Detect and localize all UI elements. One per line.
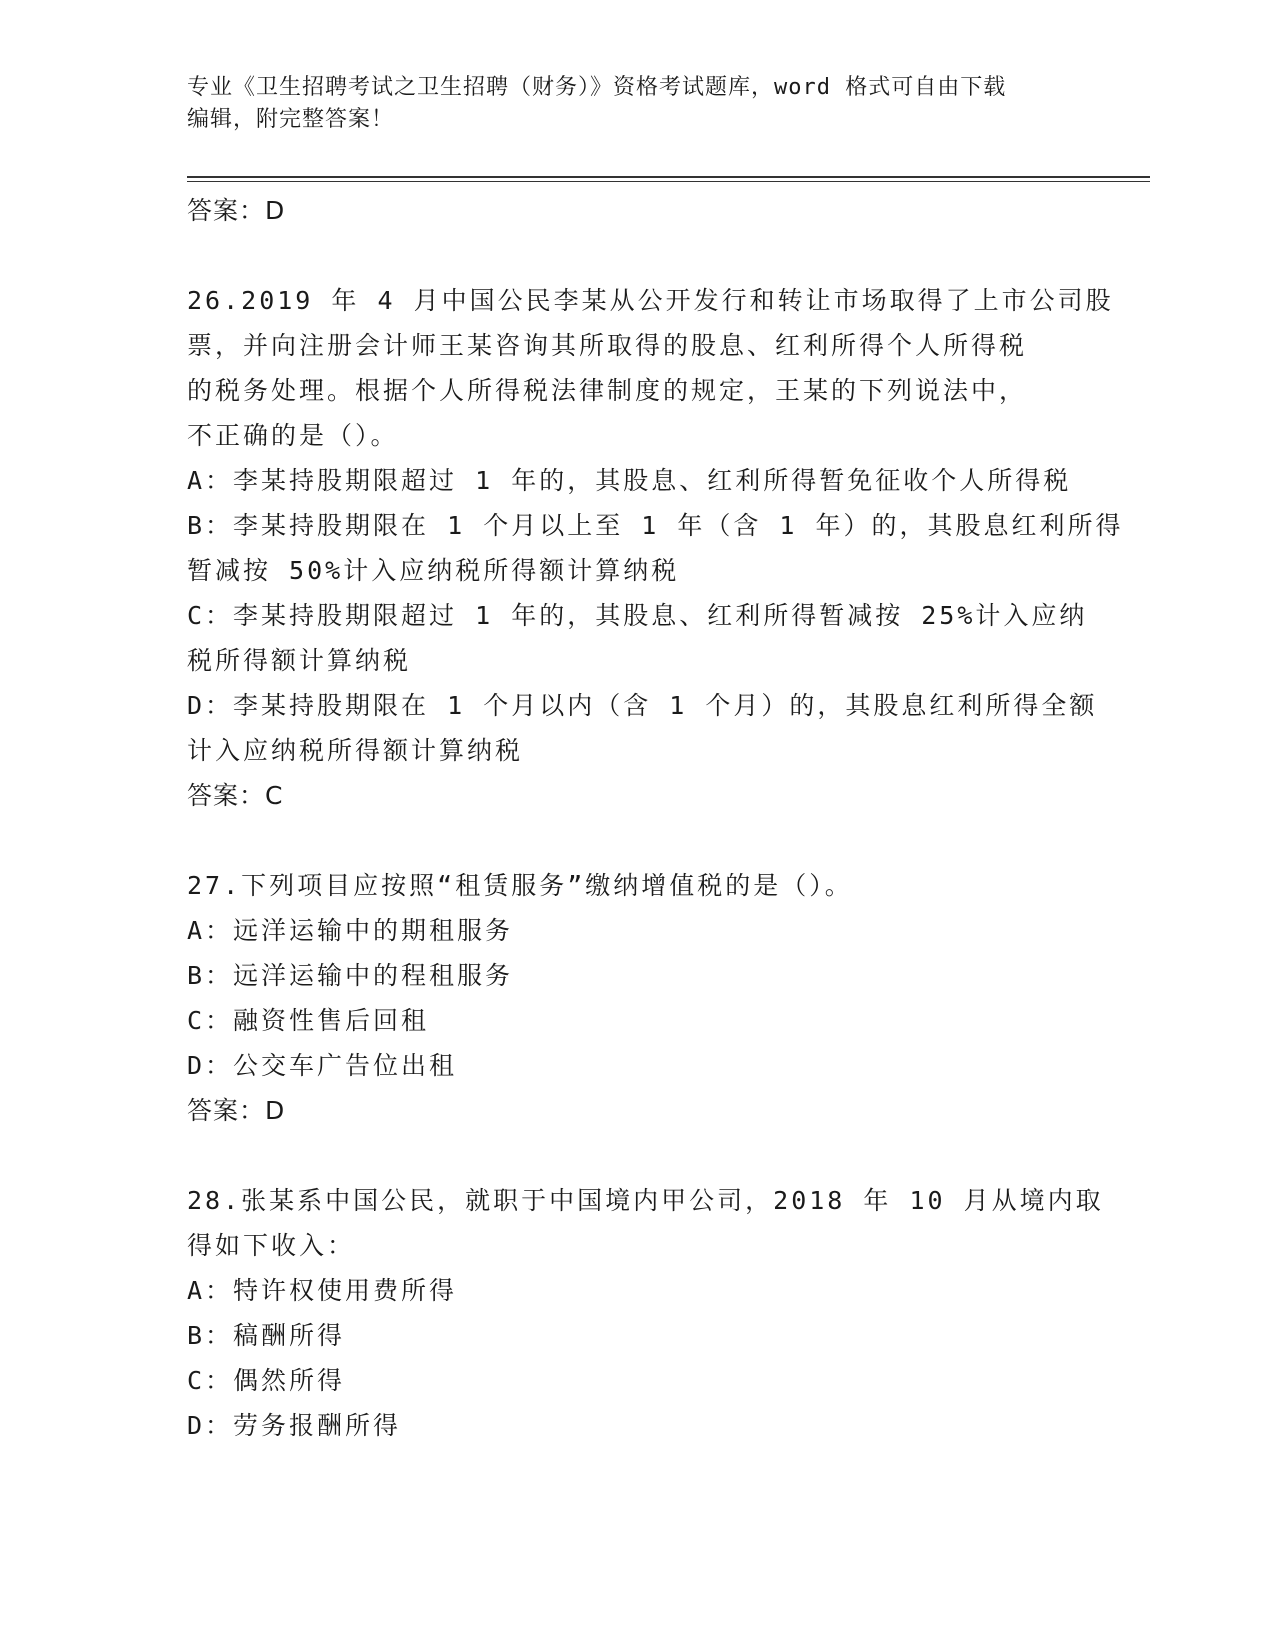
question-28-stem-line: 28.张某系中国公民，就职于中国境内甲公司，2018 年 10 月从境内取 — [187, 1186, 1104, 1215]
header-line-2: 编辑，附完整答案！ — [187, 107, 395, 132]
question-28-option-c: C：偶然所得 — [187, 1366, 346, 1395]
spacer — [187, 1133, 1087, 1178]
header-divider-thick — [187, 176, 1150, 178]
question-27 — [187, 863, 1087, 1133]
header-line-1: 专业《卫生招聘考试之卫生招聘（财务）》资格考试题库，word 格式可自由下载 — [187, 75, 1007, 100]
question-27-stem: 27.下列项目应按照“租赁服务”缴纳增值税的是（）。 — [187, 871, 853, 900]
question-28 — [187, 1178, 1104, 1448]
question-26-stem-line: 不正确的是（）。 — [187, 421, 399, 450]
question-26 — [187, 278, 1124, 818]
answer-25: 答案：D — [187, 196, 286, 225]
question-26-option-b-cont: 暂减按 50%计入应纳税所得额计算纳税 — [187, 556, 680, 585]
question-26-option-d-cont: 计入应纳税所得额计算纳税 — [187, 736, 524, 765]
question-28-option-d: D：劳务报酬所得 — [187, 1411, 402, 1440]
spacer — [187, 818, 1087, 863]
header-divider-thin — [187, 181, 1150, 182]
question-26-option-c-cont: 税所得额计算纳税 — [187, 646, 412, 675]
question-26-stem-line: 票，并向注册会计师王某咨询其所取得的股息、红利所得个人所得税 — [187, 331, 1028, 360]
question-26-stem-line: 26.2019 年 4 月中国公民李某从公开发行和转让市场取得了上市公司股 — [187, 286, 1114, 315]
question-26-stem-line: 的税务处理。根据个人所得税法律制度的规定，王某的下列说法中， — [187, 376, 1028, 405]
answer-27: 答案：D — [187, 1096, 286, 1125]
spacer — [187, 233, 1087, 278]
answer-26: 答案：C — [187, 781, 284, 810]
page-header — [187, 72, 1087, 136]
question-26-option-d: D：李某持股期限在 1 个月以内（含 1 个月）的，其股息红利所得全额 — [187, 691, 1098, 720]
question-26-option-a: A：李某持股期限超过 1 年的，其股息、红利所得暂免征收个人所得税 — [187, 466, 1072, 495]
question-28-option-a: A：特许权使用费所得 — [187, 1276, 458, 1305]
question-27-option-b: B：远洋运输中的程租服务 — [187, 961, 514, 990]
question-27-option-a: A：远洋运输中的期租服务 — [187, 916, 514, 945]
question-27-option-c: C：融资性售后回租 — [187, 1006, 430, 1035]
question-27-option-d: D：公交车广告位出租 — [187, 1051, 458, 1080]
question-26-option-b: B：李某持股期限在 1 个月以上至 1 年（含 1 年）的，其股息红利所得 — [187, 511, 1124, 540]
question-28-option-b: B：稿酬所得 — [187, 1321, 346, 1350]
question-28-stem-line: 得如下收入： — [187, 1231, 356, 1260]
question-26-option-c: C：李某持股期限超过 1 年的，其股息、红利所得暂减按 25%计入应纳 — [187, 601, 1088, 630]
question-content — [187, 188, 1124, 1448]
